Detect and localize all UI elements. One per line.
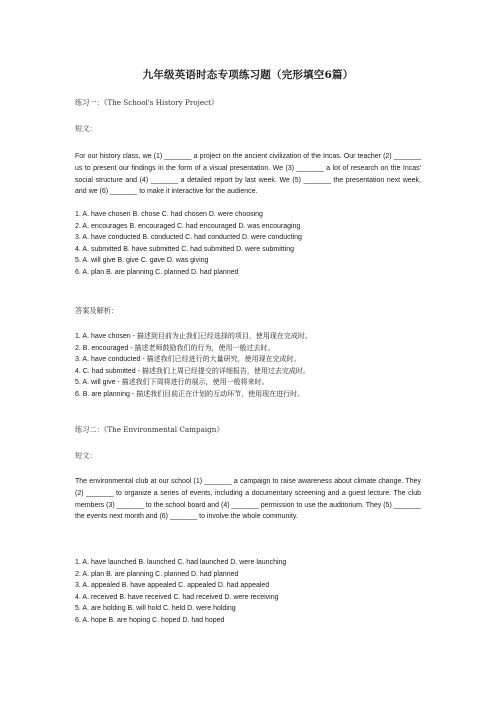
option-line: 1. A. have chosen B. chose C. had chosen D. were choosing xyxy=(75,211,263,218)
exercise-2-passage-label: 短文： xyxy=(75,451,97,460)
option-line: 4. A. received B. have received C. had received D. were receiving xyxy=(75,593,279,601)
exercise-2-options xyxy=(75,557,421,627)
document-title: 九年级英语时态专项练习题（完形填空6篇） xyxy=(142,69,354,81)
option-line: 3. A. have conducted B. conducted C. had conducted D. were conducting xyxy=(75,234,302,242)
option-line: 1. A. have launched B. launched C. had launched D. were launching xyxy=(75,559,287,566)
option-line: 2. A. plan B. are planning C. planned D. had planned xyxy=(75,570,239,578)
answer-line: 6. B. are planning - 描述我们目前正在计划的互动环节，使用现在进行时。 xyxy=(75,390,305,398)
exercise-2-passage: The environmental club at our school (1) _______ a campaign to raise awareness about climate change. They (2) _______ to organize a series of events, including a documentary screening and a guest lecture. The club members (3) _______ to the school board and (4) _______ permission to use the auditorium. They (5) _______ the events next month and (6) _______ to involve the whole community. xyxy=(75,478,421,521)
answer-line: 2. B. encouraged - 描述老师鼓励我们的行为，使用一般过去时。 xyxy=(75,344,275,352)
exercise-1-passage: For our history class, we (1) _______ a project on the ancient civilization of the Incas. Our teacher (2) _______ us to present our findings in the form of a visual presentation. We (3) _______ a lot of research on the Incas' social structure and (4) _______ a detailed report by last week. We (5) _______ the presentation next week, and we (6) _______ to make it interactive for the audience. xyxy=(75,153,421,196)
option-line: 6. A. hope B. are hoping C. hoped D. had hoped xyxy=(75,616,225,624)
exercise-2-heading: 练习二：《The Environmental Campaign》 xyxy=(75,425,224,434)
exercise-1-options xyxy=(75,209,421,279)
option-line: 5. A. are holding B. will hold C. held D. were holding xyxy=(75,605,236,613)
option-line: 4. A. submitted B. have submitted C. had submitted D. were submitting xyxy=(75,245,295,253)
answer-line: 5. A. will give - 描述我们下周将进行的展示，使用一般将来时。 xyxy=(75,379,269,387)
answers-label: 答案及解析： xyxy=(75,306,119,315)
exercise-1-answers xyxy=(75,331,421,401)
exercise-1-heading: 练习一：《The School's History Project》 xyxy=(75,98,219,107)
option-line: 6. A. plan B. are planning C. planned D. had planned xyxy=(75,268,239,276)
answer-line: 3. A. have conducted - 描述我们已经进行的大量研究，使用现在完成时。 xyxy=(75,356,301,364)
option-line: 2. A. encourages B. encouraged C. had encouraged D. was encouraging xyxy=(75,222,301,230)
option-line: 3. A. appealed B. have appealed C. appealed D. had appealed xyxy=(75,582,270,590)
answer-line: 4. C. had submitted - 描述我们上周已经提交的详细报告，使用过去完成时。 xyxy=(75,367,310,375)
answer-line: 1. A. have chosen - 描述到目前为止我们已经选择的项目，使用现在完成时。 xyxy=(75,333,312,340)
option-line: 5. A. will give B. give C. gave D. was giving xyxy=(75,257,209,265)
exercise-1-passage-label: 短文： xyxy=(75,124,97,133)
